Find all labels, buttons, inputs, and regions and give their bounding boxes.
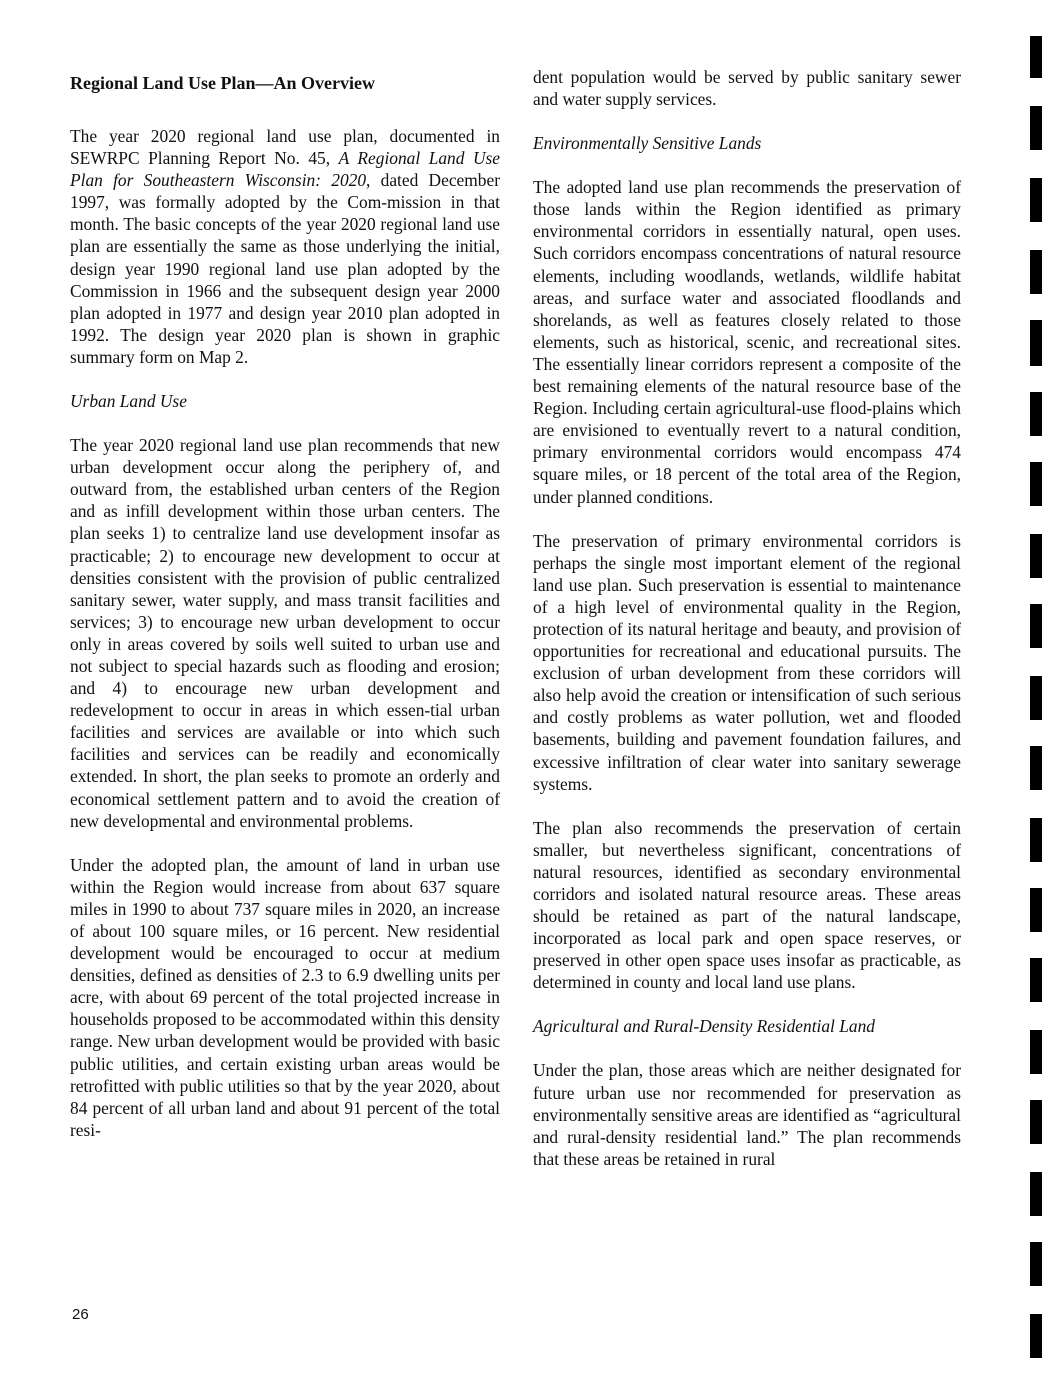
binding-mark bbox=[1030, 958, 1042, 1002]
binding-mark bbox=[1030, 1242, 1042, 1286]
section-title: Regional Land Use Plan—An Overview bbox=[70, 73, 376, 93]
binding-mark bbox=[1030, 320, 1042, 366]
agricultural-paragraph-1: Under the plan, those areas which are neither designated for future urban use nor recommended for preservation as environmentally sensitive areas are identified as “agricultural and rural-density residential land.” The plan recommends that these areas be retained in rural bbox=[533, 1060, 961, 1169]
binding-mark bbox=[1030, 462, 1042, 506]
binding-mark bbox=[1030, 1100, 1042, 1144]
right-column bbox=[533, 66, 961, 1192]
environmental-paragraph-3: The plan also recommends the preservation of certain smaller, but nevertheless significant, concentrations of natural resources, identified as secondary environmental corridors and isolated natural resource areas. These areas should be retained as part of the natural landscape, incorporated as local park and open space reserves, or preserved in other open space uses insofar as practicable, as determined in county and local land use plans. bbox=[533, 817, 961, 993]
binding-mark bbox=[1030, 250, 1042, 294]
intro-paragraph bbox=[70, 125, 500, 368]
environmentally-sensitive-lands-heading: Environmentally Sensitive Lands bbox=[533, 133, 762, 154]
binding-mark bbox=[1030, 746, 1042, 790]
binding-mark bbox=[1030, 534, 1042, 578]
binding-mark bbox=[1030, 178, 1042, 222]
binding-mark bbox=[1030, 36, 1042, 78]
page-number: 26 bbox=[72, 1306, 89, 1323]
left-column bbox=[70, 66, 500, 1163]
environmental-paragraph-1: The adopted land use plan recommends the preservation of those lands within the Region identified as primary environmental corridors in essentially natural, open uses. Such corridors encompass concentrations of natural resource elements, including woodlands, wetlands, wildlife habitat areas, and surface water and associated floodlands and shorelands, as well as features closely related to those elements, such as historical, scenic, and recreational sites. The essentially linear corridors represent a composite of the best remaining elements of the natural resource base of the Region. Including certain agricultural-use flood-plains which are envisioned to eventually revert to a natural condition, primary environmental corridors would encompass 474 square miles, or 18 percent of the total area of the Region, under planned conditions. bbox=[533, 177, 961, 507]
intro-text-before-citation: The year 2020 regional land use plan, documented in SEWRPC Planning Report No. 45, bbox=[70, 126, 500, 169]
binding-mark bbox=[1030, 604, 1042, 648]
binding-mark bbox=[1030, 1314, 1042, 1358]
binding-mark bbox=[1030, 392, 1042, 436]
urban-land-use-heading: Urban Land Use bbox=[70, 391, 187, 412]
urban-paragraph-2: Under the adopted plan, the amount of land in urban use within the Region would increase from about 637 square miles in 1990 to about 737 square miles in 2020, an increase of about 100 square miles, or 16 percent. New residential development would be encouraged to occur at medium densities, defined as densities of 2.3 to 6.9 dwelling units per acre, with about 69 percent of the total projected increase in households proposed to be accommodated within this density range. New urban development would be provided with basic public utilities, and certain existing urban areas would be retrofitted with public utilities so that by the year 2020, about 84 percent of all urban land and about 91 percent of the total resi- bbox=[70, 854, 500, 1140]
binding-mark bbox=[1030, 106, 1042, 150]
report-citation: A Regional Land Use Plan for Southeastern Wisconsin: 2020 bbox=[70, 148, 500, 191]
binding-mark bbox=[1030, 818, 1042, 862]
environmental-paragraph-2: The preservation of primary environmental corridors is perhaps the single most important element of the regional land use plan. Such preservation is essential to maintenance of a high level of environmental quality in the Region, protection of its natural heritage and beauty, and provision of opportunities for recreational and educational pursuits. The exclusion of urban development from these corridors will also help avoid the creation or intensification of such serious and costly problems as water pollution, wet and flooded basements, building and pavement foundation failures, and excessive infiltration of clear water into sanitary sewerage systems. bbox=[533, 530, 961, 794]
urban-paragraph-1: The year 2020 regional land use plan recommends that new urban development occur along the periphery of, and outward from, the established urban centers of the Region and as infill development within those urban centers. The plan seeks 1) to centralize land use development insofar as practicable; 2) to encourage new development to occur at densities consistent with the provision of public centralized sanitary sewer, water supply, and mass transit facilities and services; 3) to encourage new urban development to occur only in areas covered by soils well suited to urban use and not subject to special hazards such as flooding and erosion; and 4) to encourage new urban development and redevelopment to occur in areas in which essen-tial urban facilities and services are available or into which such facilities and services can be readily and economically extended. In short, the plan seeks to promote an orderly and economical settlement pattern and to avoid the creation of new developmental and environmental problems. bbox=[70, 435, 500, 831]
continued-paragraph: dent population would be served by public sanitary sewer and water supply services. bbox=[533, 67, 961, 110]
agricultural-land-heading: Agricultural and Rural-Density Residential Land bbox=[533, 1016, 875, 1037]
binding-mark bbox=[1030, 1030, 1042, 1074]
binding-mark bbox=[1030, 888, 1042, 932]
binding-mark bbox=[1030, 676, 1042, 720]
intro-text-after-citation: , dated December 1997, was formally adopted by the Com-mission in that month. The basic concepts of the year 2020 regional land use plan are essentially the same as those underlying the initial, design year 1990 regional land use plan adopted by the Commission in 1966 and the subsequent design year 2000 plan adopted in 1977 and design year 2010 plan adopted in 1992. The design year 2020 plan is shown in graphic summary form on Map 2. bbox=[70, 170, 500, 367]
binding-mark bbox=[1030, 1172, 1042, 1216]
